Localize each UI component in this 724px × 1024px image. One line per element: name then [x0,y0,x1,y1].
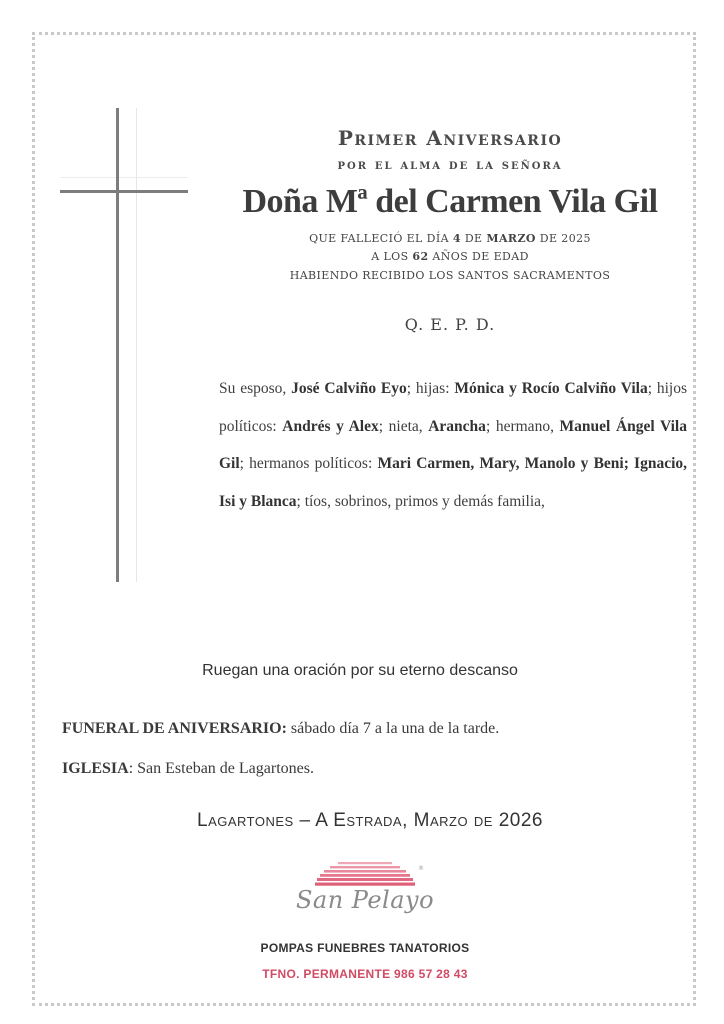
funeral-info: FUNERAL DE ANIVERSARIO: sábado día 7 a la una de la tarde. [62,720,500,737]
cross-shadow-vertical [136,108,137,582]
cross-horizontal-bar [60,190,188,193]
age-line: A LOS 62 AÑOS DE EDAD [371,250,529,263]
place-date: Lagartones – A Estrada, Marzo de 2026 [197,810,543,831]
phone-line: TFNO. PERMANENTE 986 57 28 43 [262,967,468,981]
svg-text:®: ® [418,865,424,872]
anniversary-subtitle: por el alma de la señora [337,157,563,173]
cross-vertical-bar [116,108,119,582]
cross-shadow-horizontal [60,177,188,178]
anniversary-title: Primer Aniversario [337,126,563,150]
sacraments-line: HABIENDO RECIBIDO LOS SANTOS SACRAMENTOS [289,269,611,282]
deceased-name: Doña Mª del Carmen Vila Gil [242,183,658,220]
qepd: Q. E. P. D. [404,315,496,334]
family-paragraph: Su esposo, José Calviño Eyo; hijas: Mónica y Rocío Calviño Vila; hijos políticos: Andrés y Alex; nieta, Arancha; hermano, Manuel Ángel Vila Gil; hermanos políticos: Mari Carmen, Mary, Manolo y Beni; Ignacio, Isi y Blanca; tíos, sobrinos, primos y demás familia, [219,380,688,510]
services-line: POMPAS FUNEBRES TANATORIOS [260,941,470,955]
church-info: IGLESIA: San Esteban de Lagartones. [62,760,314,777]
prayer-request: Ruegan una oración por su eterno descanso [202,662,518,679]
logo-text: San Pelayo [295,886,435,914]
death-date-line: QUE FALLECIÓ EL DÍA 4 DE MARZO DE 2025 [309,232,591,245]
